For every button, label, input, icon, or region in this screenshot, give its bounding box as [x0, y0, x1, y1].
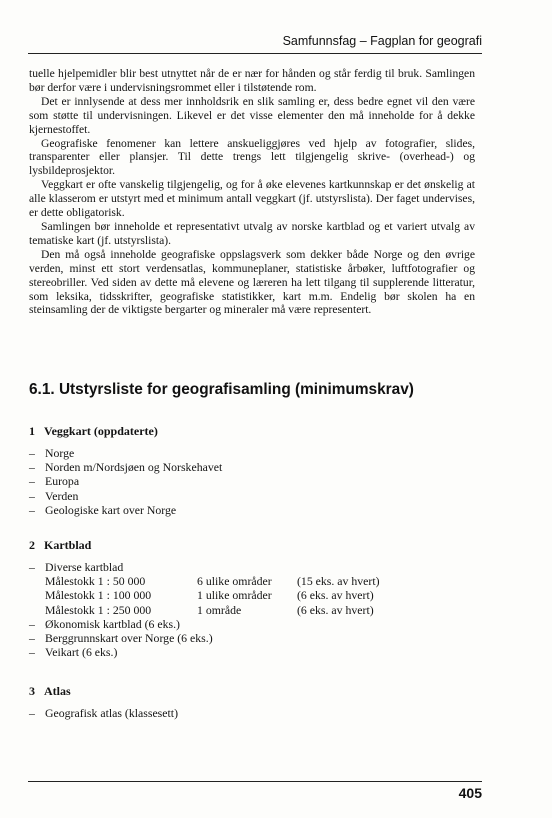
scale-cell: Målestokk 1 : 250 000	[45, 602, 152, 617]
subheading-title: Kartblad	[44, 538, 92, 552]
copies-cell: (6 eks. av hvert)	[297, 602, 374, 617]
subheading-number: 1	[29, 424, 35, 438]
list-item-text: Verden	[45, 488, 79, 503]
paragraph: Samlingen bør inneholde et representativt utvalg av norske kartblad og et variert utvalg av tematiske kart (jf. utstyrslista).	[29, 219, 475, 247]
scale-cell: Målestokk 1 : 50 000	[45, 574, 146, 589]
dash: –	[29, 488, 35, 503]
dash: –	[29, 706, 35, 720]
list-item-text: Norge	[45, 446, 75, 460]
table-row	[45, 588, 380, 602]
subheading-kartblad	[29, 538, 91, 553]
paragraph: Geografiske fenomener kan lettere anskueliggjøres ved hjelp av fotografier, slides, transparenter eller plansjer. Til dette trengs lett tilgjengelig skrive- (overhead-) og lysbildeprosjektor.	[29, 136, 475, 178]
table-row	[45, 574, 380, 588]
areas-cell: 1 ulike områder	[197, 588, 272, 603]
list-veggkart	[29, 446, 222, 517]
page-number: 405	[458, 785, 482, 801]
dash: –	[29, 502, 35, 517]
running-header: Samfunnsfag – Fagplan for geografi	[282, 34, 482, 48]
dash: –	[29, 474, 35, 489]
dash: –	[29, 645, 35, 660]
subheading-number: 3	[29, 684, 35, 698]
paragraph: Den må også inneholde geografiske oppslagsverk som dekker både Norge og den øvrige verden, minst ett stort verdensatlas, kommuneplaner, statistiske årbøker, luftfotografier og stereobriller. Ved siden av dette må elevene og læreren ha lett tilgang til supplerende litteratur, som leksika, tidsskrifter, geografiske statistikker, kart m.m. Endelig bør skolen ha en steinsamling der de viktigste bergarter og mineraler må være representert.	[29, 247, 475, 317]
footer-rule	[28, 781, 482, 782]
subheading-title: Veggkart (oppdaterte)	[44, 424, 158, 438]
dash: –	[29, 446, 35, 460]
subheading-number: 2	[29, 538, 35, 552]
list-item-text: Geografisk atlas (klassesett)	[45, 706, 178, 720]
list-item-text: Diverse kartblad	[45, 560, 124, 574]
list-item-text: Geologiske kart over Norge	[45, 502, 177, 517]
dash: –	[29, 616, 35, 631]
areas-cell: 1 område	[197, 602, 242, 617]
table-row	[45, 603, 380, 617]
header-rule	[28, 53, 482, 54]
list-item	[29, 503, 222, 517]
list-item-text: Europa	[45, 474, 80, 489]
paragraph: tuelle hjelpemidler blir best utnyttet når de er nær for hånden og står ferdig til bruk. Samlingen bør derfor være i undervisningsrommet eller i tilstøtende rom.	[29, 67, 475, 94]
list-atlas	[29, 706, 178, 720]
list-item	[29, 706, 178, 720]
scale-table	[45, 574, 380, 617]
areas-cell: 6 ulike områder	[197, 574, 272, 589]
list-item	[29, 489, 222, 503]
copies-cell: (6 eks. av hvert)	[297, 588, 374, 603]
dash: –	[29, 460, 35, 475]
subheading-atlas	[29, 684, 71, 699]
list-item-text: Norden m/Nordsjøen og Norskehavet	[45, 460, 223, 475]
list-item-text: Veikart (6 eks.)	[45, 645, 118, 660]
list-kartblad	[29, 560, 380, 659]
list-item	[29, 446, 222, 460]
section-heading: 6.1. Utstyrsliste for geografisamling (minimumskrav)	[29, 381, 414, 398]
paragraph: Veggkart er ofte vanskelig tilgjengelig, og for å øke elevenes kartkunnskap er det ønskelig at alle klasserom er utstyrt med et minimum antall veggkart (jf. utstyrslista). Der faget undervises, er dette obligatorisk.	[29, 178, 475, 220]
copies-cell: (15 eks. av hvert)	[297, 574, 380, 589]
list-item-text: Økonomisk kartblad (6 eks.)	[45, 616, 180, 631]
paragraph: Det er innlysende at dess mer innholdsrik en slik samling er, dess bedre egnet vil den være som støtte til undervisningen. Likevel er det visse elementer den må inneholde for å dekke kjernestoffet.	[29, 94, 475, 136]
subheading-veggkart	[29, 424, 158, 439]
list-item	[29, 460, 222, 474]
list-item	[29, 474, 222, 488]
dash: –	[29, 560, 35, 574]
scale-cell: Målestokk 1 : 100 000	[45, 588, 152, 603]
list-item	[29, 631, 380, 645]
subheading-title: Atlas	[44, 684, 71, 698]
body-text	[29, 67, 475, 317]
list-item	[29, 645, 380, 659]
list-item	[29, 617, 380, 631]
list-item	[29, 560, 380, 617]
list-item-text: Berggrunnskart over Norge (6 eks.)	[45, 631, 213, 646]
dash: –	[29, 631, 35, 646]
